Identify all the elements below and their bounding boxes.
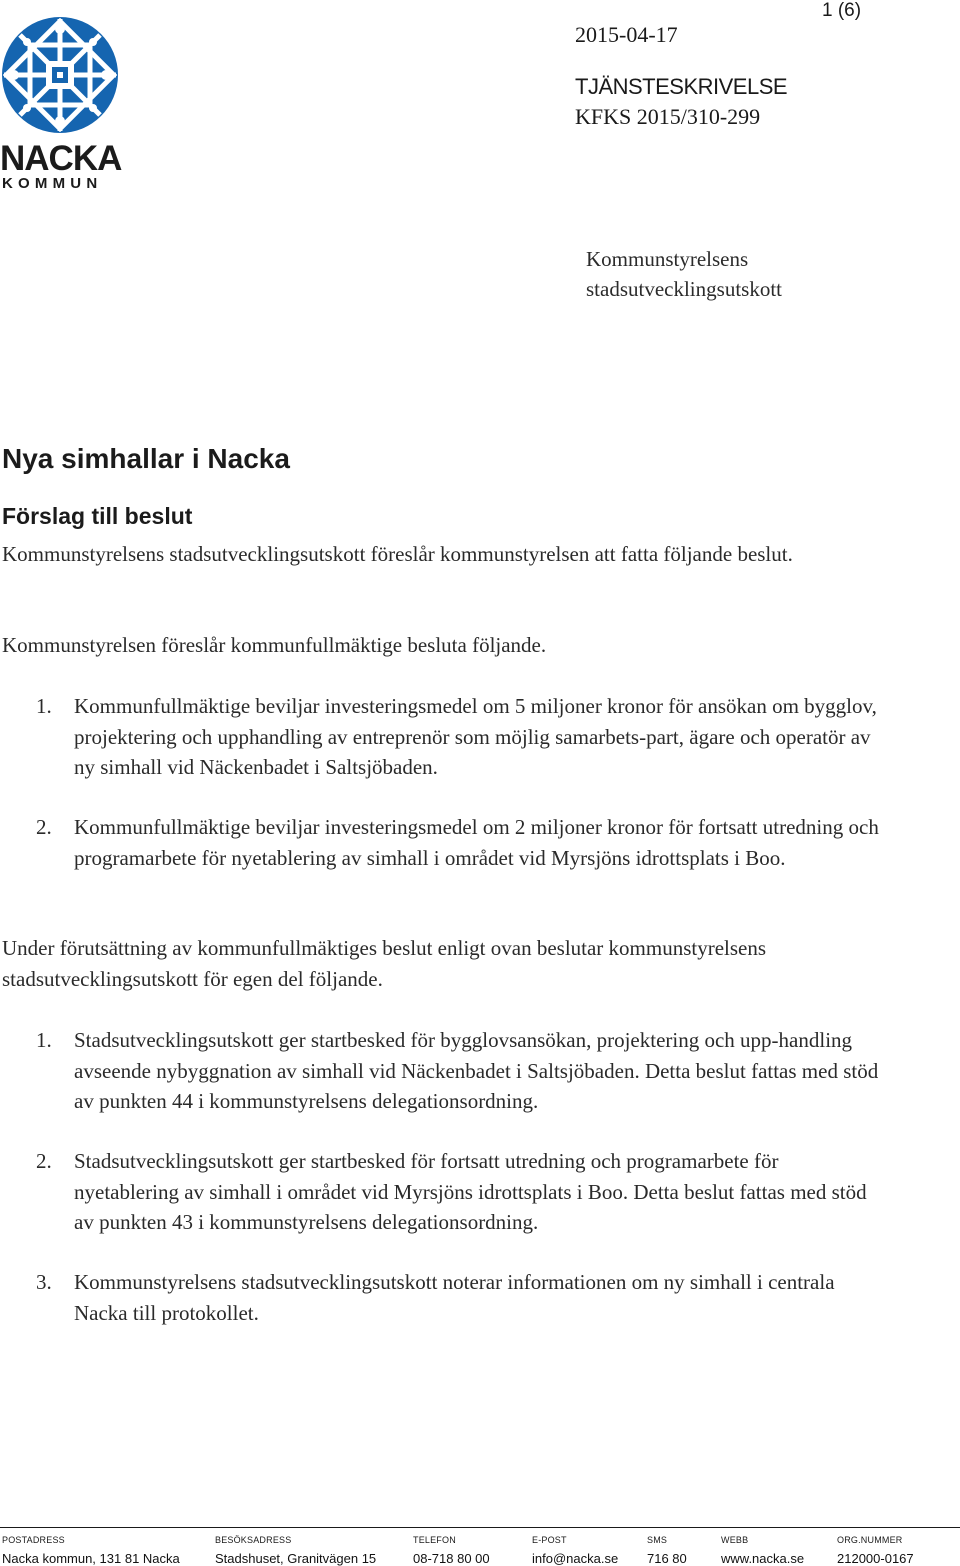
list-item — [36, 1025, 886, 1117]
document-date: 2015-04-17 — [575, 22, 678, 47]
footer-value[interactable]: www.nacka.se — [721, 1551, 805, 1566]
document-type: TJÄNSTESKRIVELSE — [575, 74, 788, 99]
recipient — [586, 244, 782, 304]
list-item — [36, 1146, 886, 1238]
recipient-line: stadsutvecklingsutskott — [586, 277, 782, 301]
footer-value: Stadshuset, Granitvägen 15 — [215, 1551, 377, 1566]
footer-divider — [0, 1527, 960, 1528]
footer-postal — [2, 1535, 180, 1566]
footer-web — [721, 1535, 804, 1566]
list-item-text: Stadsutvecklingsutskott ger startbesked för fortsatt utredning och programarbete för nyetablering av simhall i området vid Myrsjöns idrottsplats i Boo. Detta beslut fattas med stöd av punkten 43 i kommunstyrelsens delegationsordning. — [74, 1149, 867, 1234]
footer-label: BESÖKSADRESS — [215, 1535, 292, 1545]
footer-visit — [215, 1535, 376, 1566]
footer-email — [532, 1535, 618, 1566]
footer-phone — [413, 1535, 490, 1566]
list-item-text: Stadsutvecklingsutskott ger startbesked för bygglovsansökan, projektering och upp-handling avseende nybyggnation av simhall vid Näckenbadet i Saltsjöbaden. Detta beslut fattas med stöd av punkten 44 i kommunstyrelsens delegationsordning. — [74, 1028, 879, 1113]
footer-label: E-POST — [532, 1535, 567, 1545]
footer-value: 716 80 — [647, 1551, 687, 1566]
footer-value: 08-718 80 00 — [413, 1551, 490, 1566]
page-number: 1 (6) — [822, 0, 862, 21]
footer-label: SMS — [647, 1535, 668, 1545]
list-item — [36, 1267, 886, 1328]
footer-value: Nacka kommun, 131 81 Nacka — [2, 1551, 180, 1566]
footer-value[interactable]: info@nacka.se — [532, 1551, 619, 1566]
condition-paragraph: Under förutsättning av kommunfullmäktiges beslut enligt ovan beslutar kommunstyrelsens stadsutvecklingsutskott för egen del följande. — [2, 936, 767, 991]
list-item-text: Kommunfullmäktige beviljar investeringsmedel om 5 miljoner kronor för ansökan om bygglov, projektering och upphandling av entreprenör som möjlig samarbets-part, ägare och operatör av ny simhall vid Näckenbadet i Saltsjöbaden. — [74, 694, 877, 779]
list-item-number: 3. — [36, 1270, 52, 1294]
list-item-number: 1. — [36, 694, 52, 718]
footer-sms — [647, 1535, 687, 1566]
list-item-text: Kommunstyrelsens stadsutvecklingsutskott noterar informationen om ny simhall i centrala Nacka till protokollet. — [74, 1270, 835, 1325]
logo-wordmark — [0, 139, 122, 192]
recipient-line: Kommunstyrelsens — [586, 247, 749, 271]
document-title: Nya simhallar i Nacka — [2, 443, 290, 474]
list-item — [36, 812, 886, 873]
list-item — [36, 691, 886, 783]
logo-sub: KOMMUN — [2, 175, 103, 192]
intro-paragraph: Kommunstyrelsens stadsutvecklingsutskott föreslår kommunstyrelsen att fatta följande beslut. — [2, 542, 793, 566]
footer-label: POSTADRESS — [2, 1535, 65, 1545]
footer-label: ORG.NUMMER — [837, 1535, 903, 1545]
footer-label: TELEFON — [413, 1535, 456, 1545]
list-item-number: 2. — [36, 1149, 52, 1173]
footer-label: WEBB — [721, 1535, 749, 1545]
intro-paragraph-2: Kommunstyrelsen föreslår kommunfullmäktige besluta följande. — [2, 633, 547, 657]
footer-value: 212000-0167 — [837, 1551, 914, 1566]
footer-orgnr — [837, 1535, 914, 1566]
logo-name: NACKA — [0, 139, 122, 178]
list-item-text: Kommunfullmäktige beviljar investeringsmedel om 2 miljoner kronor för fortsatt utredning och programarbete för nyetablering av simhall i området vid Myrsjöns idrottsplats i Boo. — [74, 815, 879, 870]
document-reference: KFKS 2015/310-299 — [575, 104, 761, 129]
section-heading: Förslag till beslut — [2, 503, 193, 529]
list-item-number: 2. — [36, 815, 52, 839]
list-item-number: 1. — [36, 1028, 52, 1052]
